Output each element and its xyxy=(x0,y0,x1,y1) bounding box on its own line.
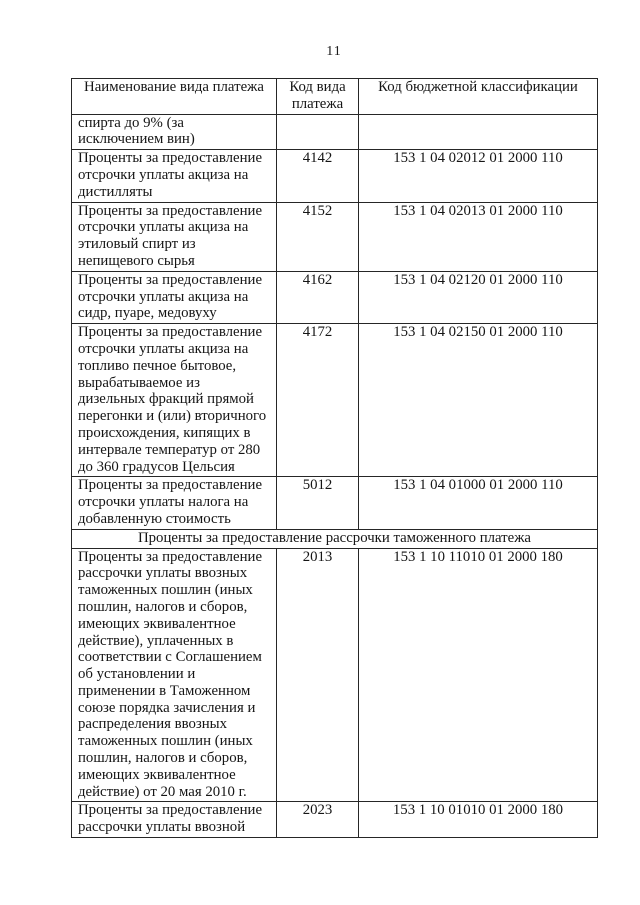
table-row xyxy=(72,324,598,477)
payment-name-cell: Проценты за предоставление отсрочки уплаты акциза на сидр, пуаре, медовуху xyxy=(72,271,277,323)
payment-code-cell: 4162 xyxy=(277,271,359,323)
payment-code-cell: 4152 xyxy=(277,202,359,271)
payment-name-cell: Проценты за предоставление отсрочки уплаты акциза на топливо печное бытовое, вырабатываемое из дизельных фракций прямой перегонки и (или) вторичного происхождения, кипящих в интервале температур от 280 до 360 градусов Цельсия xyxy=(72,324,277,477)
payment-name-cell: Проценты за предоставление отсрочки уплаты акциза на этиловый спирт из непищевого сырья xyxy=(72,202,277,271)
page-number: 11 xyxy=(326,44,342,59)
payment-name-cell: спирта до 9% (за исключением вин) xyxy=(72,114,277,150)
budget-classification-code-cell: 153 1 10 01010 01 2000 180 xyxy=(359,802,598,838)
table-row xyxy=(72,202,598,271)
payments-table xyxy=(71,78,598,838)
table-row xyxy=(72,271,598,323)
budget-classification-code-cell: 153 1 04 01000 01 2000 110 xyxy=(359,477,598,529)
payment-name-cell: Проценты за предоставление отсрочки уплаты налога на добавленную стоимость xyxy=(72,477,277,529)
section-title: Проценты за предоставление рассрочки таможенного платежа xyxy=(72,529,598,548)
payment-code-cell xyxy=(277,114,359,150)
budget-classification-code-cell: 153 1 04 02120 01 2000 110 xyxy=(359,271,598,323)
column-header-payment-name: Наименование вида платежа xyxy=(72,79,277,115)
payment-code-cell: 2013 xyxy=(277,548,359,802)
section-header-row xyxy=(72,529,598,548)
payment-name-cell: Проценты за предоставление рассрочки уплаты ввозной xyxy=(72,802,277,838)
table-row xyxy=(72,150,598,202)
payment-code-cell: 4172 xyxy=(277,324,359,477)
payment-name-cell: Проценты за предоставление рассрочки уплаты ввозных таможенных пошлин (иных пошлин, налогов и сборов, имеющих эквивалентное действие), уплаченных в соответствии с Соглашением об установлении и применении в Таможенном союзе порядка зачисления и распределения ввозных таможенных пошлин (иных пошлин, налогов и сборов, имеющих эквивалентное действие) от 20 мая 2010 г. xyxy=(72,548,277,802)
payment-code-cell: 5012 xyxy=(277,477,359,529)
payment-code-cell: 2023 xyxy=(277,802,359,838)
budget-classification-code-cell: 153 1 10 11010 01 2000 180 xyxy=(359,548,598,802)
payment-code-cell: 4142 xyxy=(277,150,359,202)
table-header-row xyxy=(72,79,598,115)
table-row xyxy=(72,802,598,838)
payment-name-cell: Проценты за предоставление отсрочки уплаты акциза на дистилляты xyxy=(72,150,277,202)
column-header-payment-code: Код вида платежа xyxy=(277,79,359,115)
budget-classification-code-cell: 153 1 04 02013 01 2000 110 xyxy=(359,202,598,271)
budget-classification-code-cell xyxy=(359,114,598,150)
budget-classification-code-cell: 153 1 04 02012 01 2000 110 xyxy=(359,150,598,202)
table-row xyxy=(72,477,598,529)
column-header-budget-classification-code: Код бюджетной классификации xyxy=(359,79,598,115)
budget-classification-code-cell: 153 1 04 02150 01 2000 110 xyxy=(359,324,598,477)
table-row xyxy=(72,114,598,150)
table-row xyxy=(72,548,598,802)
